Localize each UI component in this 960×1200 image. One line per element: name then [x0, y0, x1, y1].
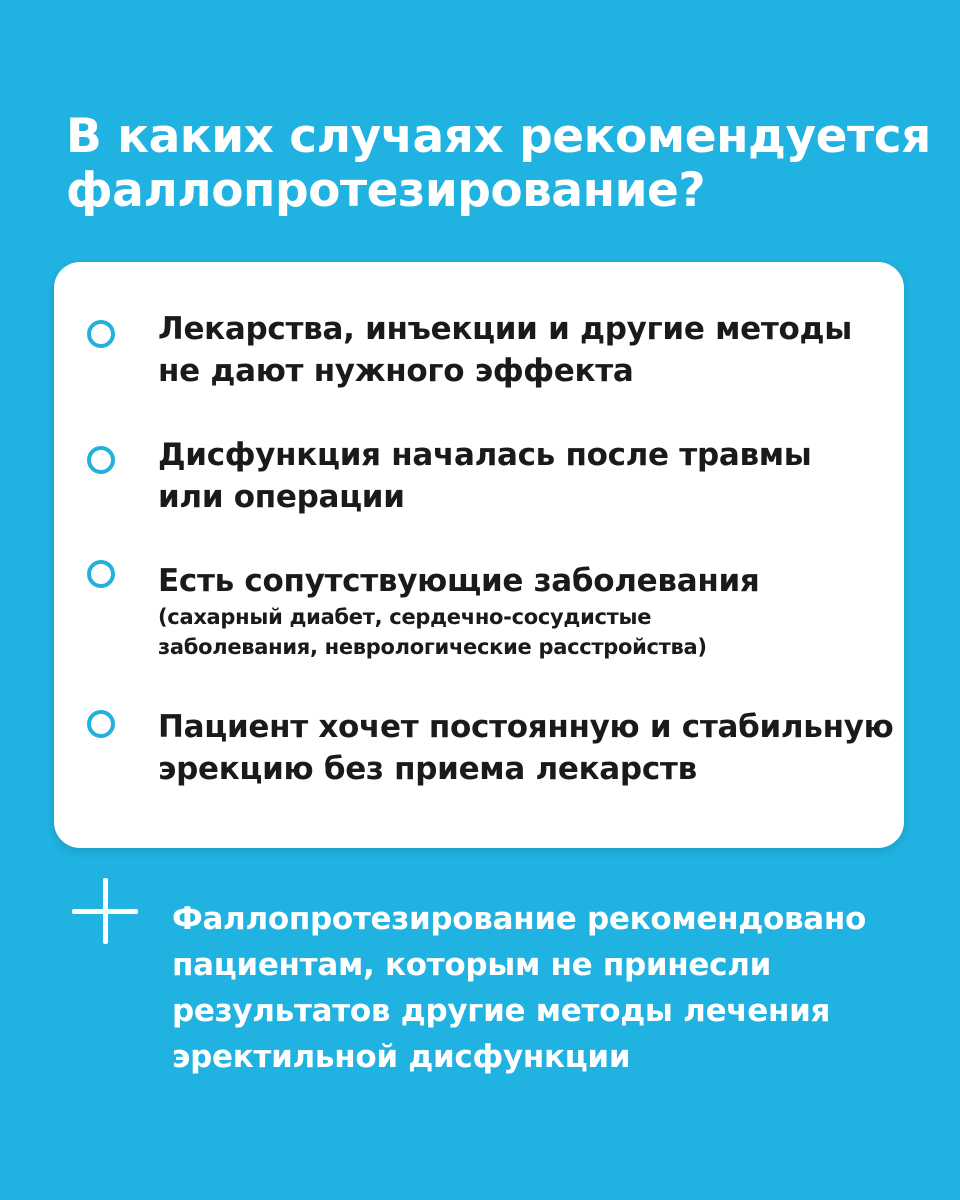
- list-item-text: [158, 560, 898, 662]
- circle-outline-icon: [87, 320, 115, 348]
- list-item-line: Лекарства, инъекции и другие методы: [158, 311, 852, 347]
- footer-line: пациентам, которым не принесли: [172, 947, 772, 983]
- list-item-text: [158, 308, 898, 392]
- circle-outline-icon: [87, 446, 115, 474]
- list-item-line: или операции: [158, 479, 405, 515]
- circle-outline-icon: [87, 560, 115, 588]
- list-item-note: (сахарный диабет, сердечно-сосудистые: [158, 605, 652, 629]
- list-item-note: заболевания, неврологические расстройства): [158, 635, 707, 659]
- circle-outline-icon: [87, 710, 115, 738]
- list-item-line: Есть сопутствующие заболевания: [158, 563, 760, 599]
- plus-icon: [72, 878, 138, 944]
- footer-line: результатов другие методы лечения: [172, 993, 831, 1029]
- list-item-line: Пациент хочет постоянную и стабильную: [158, 709, 894, 745]
- list-item-line: эрекцию без приема лекарств: [158, 751, 697, 787]
- list-item-line: Дисфункция началась после травмы: [158, 437, 812, 473]
- footer-line: эректильной дисфункции: [172, 1039, 631, 1075]
- title-line: В каких случаях рекомендуется: [66, 109, 931, 164]
- footer-line: Фаллопротезирование рекомендовано: [172, 901, 867, 937]
- footer-note: [172, 896, 932, 1080]
- title-line: фаллопротезирование?: [66, 163, 706, 218]
- list-item-text: [158, 706, 898, 790]
- page-title: [66, 109, 931, 218]
- indications-card: [54, 262, 904, 848]
- list-item-line: не дают нужного эффекта: [158, 353, 634, 389]
- list-item-text: [158, 434, 898, 518]
